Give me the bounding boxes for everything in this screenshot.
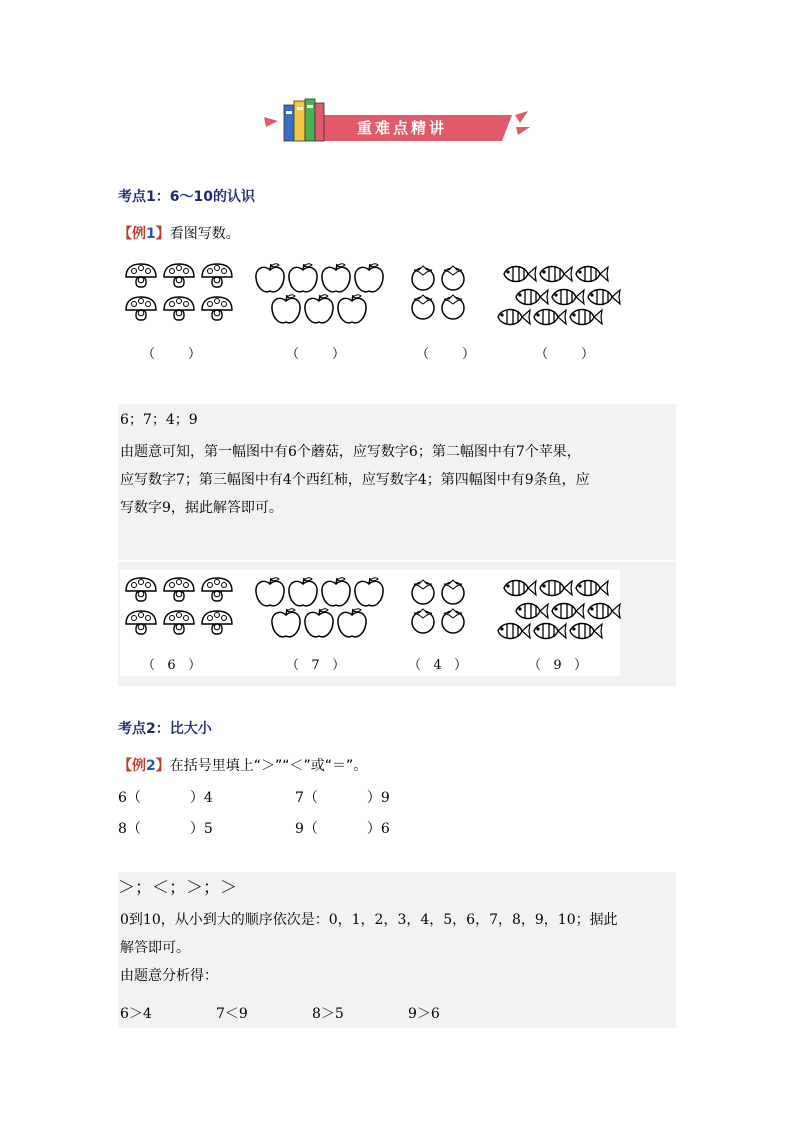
answer-figure [120,570,620,676]
fish-icon [534,623,566,639]
blank-3[interactable]: （ ） [416,347,476,362]
mushroom-icon [202,578,232,601]
fish-icon [552,289,584,305]
mushroom-group [126,264,232,320]
tomato-icon [412,295,434,319]
filled-answer-3: （ 4 ） [408,658,468,673]
books-icon [284,99,324,141]
blank-1[interactable]: （ ） [142,347,202,362]
result-2: 7＜9 [216,1006,248,1022]
example-number: 2 [146,758,156,774]
filled-answer-4: （ 9 ） [528,658,588,673]
example-number: 1 [146,226,156,242]
tomato-group [412,266,464,319]
blank-4[interactable]: （ ） [535,347,595,362]
apple-icon [289,578,317,606]
mushroom-icon [202,297,232,320]
answer-explanation [120,438,676,522]
compare-item-3[interactable]: 8（ ）5 [118,821,213,837]
fish-icon [540,266,572,282]
fish-icon [516,603,548,619]
apple-icon [355,264,383,292]
mushroom-icon [202,611,232,634]
fish-icon [504,580,536,596]
apple-icon [256,264,284,292]
tomato-icon [412,580,434,604]
fish-icon [588,289,620,305]
tomato-group [412,580,464,633]
apple-icon [355,578,383,606]
fish-icon [516,289,548,305]
fish-icon [570,623,602,639]
answer-box-2 [118,872,676,1028]
tomato-icon [442,266,464,290]
result-4: 9＞6 [408,1006,440,1022]
mushroom-group [126,578,232,634]
section2-heading: 考点2：比大小 [118,721,212,737]
example-text: 在括号里填上“＞”“＜”或“＝”。 [169,758,368,774]
fish-icon [576,266,608,282]
example-text: 看图写数。 [169,226,240,242]
mushroom-icon [202,264,232,287]
fish-icon [504,266,536,282]
fish-icon [570,309,602,325]
mushroom-icon [164,264,194,287]
apple-icon [322,578,350,606]
section1-heading: 考点1：6～10的认识 [118,189,255,205]
apple-icon [289,264,317,292]
answer-box-1 [118,404,676,686]
filled-answer-1: （ 6 ） [142,658,202,673]
example-tag-open: 【 [118,758,132,774]
tomato-icon [442,609,464,633]
mushroom-icon [126,611,156,634]
fish-icon [498,309,530,325]
apple-icon [338,609,366,637]
fish-icon [552,603,584,619]
fish-icon [534,309,566,325]
apple-group [256,578,383,637]
apple-icon [322,264,350,292]
compare-item-4[interactable]: 9（ ）6 [295,821,390,837]
example2-prompt [118,755,367,775]
fish-icon [540,580,572,596]
apple-icon [256,578,284,606]
explanation-line: 0到10，从小到大的顺序依次是：0，1，2，3，4，5，6，7，8，9，10；据此 [120,912,618,928]
result-1: 6＞4 [120,1006,152,1022]
apple-icon [305,609,333,637]
apple-icon [338,295,366,323]
mushroom-icon [126,264,156,287]
mushroom-icon [164,611,194,634]
tomato-icon [442,295,464,319]
explanation-line: 应写数字7；第三幅图中有4个西红柿，应写数字4；第四幅图中有9条鱼，应 [120,472,590,488]
explanation-line: 解答即可。 [120,940,190,956]
mushroom-icon [164,578,194,601]
tomato-icon [442,580,464,604]
example-tag-close: 】 [155,226,170,242]
mushroom-icon [164,297,194,320]
divider [118,560,676,562]
tomato-icon [412,266,434,290]
fish-icon [588,603,620,619]
result-3: 8＞5 [312,1006,344,1022]
blank-2[interactable]: （ ） [286,347,346,362]
mushroom-icon [126,297,156,320]
fish-group [498,266,620,325]
explanation-line: 写数字9，据此解答即可。 [120,500,283,516]
banner-title: 重难点精讲 [357,119,448,137]
answer-line: 6；7；4；9 [120,412,198,428]
apple-icon [272,609,300,637]
example-tag-open: 【 [118,226,132,242]
answer-line: ＞；＜；＞；＞ [118,878,237,898]
example-tag: 例 [132,226,146,242]
example1-pictures [122,260,622,330]
compare-item-1[interactable]: 6（ ）4 [118,790,213,806]
apple-icon [272,295,300,323]
answer-pictures [122,574,622,644]
mushroom-icon [126,578,156,601]
apple-icon [305,295,333,323]
example-tag-close: 】 [155,758,170,774]
fish-group [498,580,620,639]
explanation-line: 由题意可知，第一幅图中有6个蘑菇，应写数字6；第二幅图中有7个苹果， [120,444,581,460]
tomato-icon [412,609,434,633]
fish-icon [576,580,608,596]
example1-prompt [118,223,240,243]
analysis-line: 由题意分析得： [120,968,218,984]
answer-explanation [120,906,676,990]
example-tag: 例 [132,758,146,774]
section-banner [262,97,532,147]
compare-item-2[interactable]: 7（ ）9 [295,790,390,806]
fish-icon [498,623,530,639]
filled-answer-2: （ 7 ） [286,658,346,673]
apple-group [256,264,383,323]
